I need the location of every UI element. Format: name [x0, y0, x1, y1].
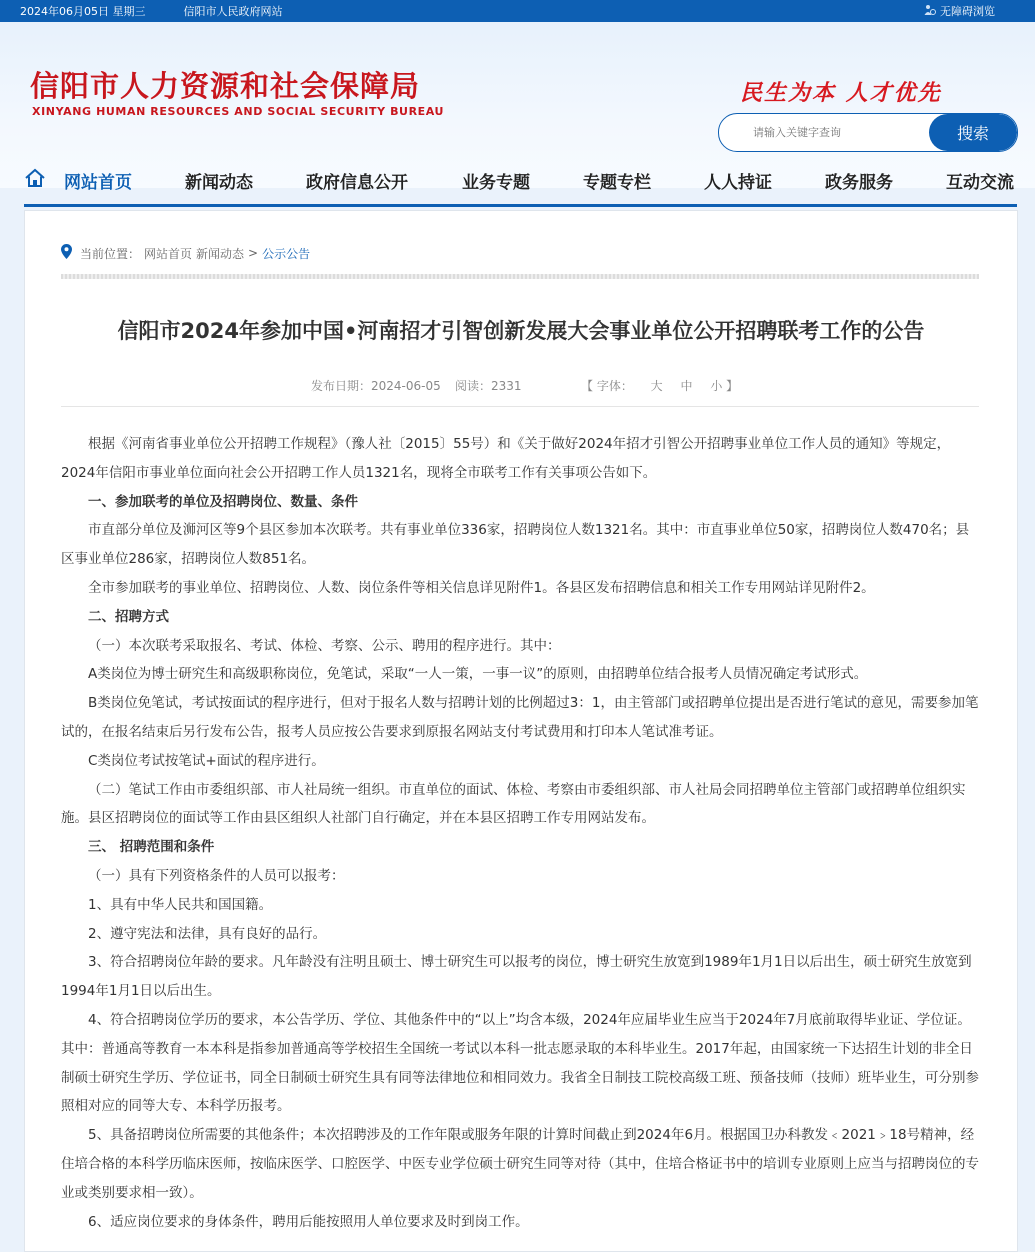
- nav-news[interactable]: 新闻动态: [185, 173, 253, 193]
- article-paragraph: 4、符合招聘岗位学历的要求，本公告学历、学位、其他条件中的“以上”均含本级，2024年应届毕业生应当于2024年7月底前取得毕业证、学位证。其中：普通高等教育一本本科是指参加普通高等学校招生全国统一考试以本科一批志愿录取的本科毕业生。2017年起，由国家统一下达招生计划的非全日制硕士研究生学历、学位证书，同全日制硕士研究生具有同等法律地位和相同效力。我省全日制技工院校高级工班、预备技师（技师）班毕业生，可分别参照相对应的同等大专、本科学历报考。: [61, 1011, 979, 1115]
- font-size-medium[interactable]: 中: [680, 379, 693, 393]
- search-box: [718, 113, 1018, 152]
- home-icon[interactable]: [24, 168, 46, 192]
- article-paragraph: 2、遵守宪法和法律，具有良好的品行。: [88, 925, 327, 942]
- slogan: 民生为本 人才优先: [740, 80, 942, 106]
- breadcrumb-label: 当前位置：: [80, 246, 141, 261]
- font-size-small[interactable]: 小 】: [710, 379, 739, 393]
- breadcrumb-separator: >: [248, 246, 259, 260]
- site-header: [0, 22, 1035, 193]
- nav-certification[interactable]: 人人持证: [704, 173, 772, 193]
- article-paragraph: 6、适应岗位要求的身体条件，聘用后能按照用人单位要求及时到岗工作。: [88, 1213, 529, 1230]
- article-paragraph: 1、具有中华人民共和国国籍。: [88, 896, 273, 913]
- accessibility-icon: [924, 4, 936, 19]
- breadcrumb-divider: [61, 274, 979, 279]
- nav-gov-info[interactable]: 政府信息公开: [306, 173, 408, 193]
- article-paragraph: B类岗位免笔试，考试按面试的程序进行，但对于报名人数与招聘计划的比例超过3：1，由主管部门或招聘单位提出是否进行笔试的意见，需要参加笔试的，在报名结束后另行发布公告，报考人员应按公告要求到原报名网站支付考试费用和打印本人笔试准考证。: [61, 695, 979, 740]
- gov-site-link[interactable]: 信阳市人民政府网站: [183, 5, 283, 18]
- article-paragraph: 3、符合招聘岗位年龄的要求。凡年龄没有注明且硕士、博士研究生可以报考的岗位，博士研究生放宽到1989年1月1日以后出生，硕士研究生放宽到1994年1月1日以后出生。: [61, 954, 972, 1000]
- font-size-label: 【 字体：: [581, 379, 633, 393]
- article-paragraph: （二）笔试工作由市委组织部、市人社局统一组织。市直单位的面试、体检、考察由市委组织部、市人社局会同招聘单位主管部门或招聘单位组织实施。县区招聘岗位的面试等工作由县区组织人社部门自行确定，并在本县区招聘工作专用网站发布。: [61, 781, 966, 827]
- nav-interaction[interactable]: 互动交流: [946, 173, 1014, 193]
- breadcrumb-news[interactable]: 新闻动态: [196, 246, 245, 261]
- read-count: 阅读：2331: [455, 379, 522, 393]
- article-paragraph: 市直部分单位及浉河区等9个县区参加本次联考。共有事业单位336家，招聘岗位人数1321名。其中：市直事业单位50家，招聘岗位人数470名；县区事业单位286家，招聘岗位人数851名。: [61, 522, 970, 568]
- current-date: 2024年06月05日 星期三: [20, 5, 146, 18]
- article-paragraph: （一）本次联考采取报名、考试、体检、考察、公示、聘用的程序进行。其中：: [88, 637, 561, 654]
- section-heading: 二、招聘方式: [88, 608, 169, 625]
- publish-date: 发布日期：2024-06-05: [311, 379, 441, 393]
- nav-business[interactable]: 业务专题: [462, 173, 530, 193]
- accessibility-label: 无障碍浏览: [940, 5, 995, 18]
- nav-special-column[interactable]: 专题专栏: [583, 173, 651, 193]
- meta-divider: [61, 406, 979, 407]
- breadcrumb-home[interactable]: 网站首页: [144, 246, 193, 261]
- top-bar: [0, 0, 1035, 22]
- article-paragraph: 5、具备招聘岗位所需要的其他条件；本次招聘涉及的工作年限或服务年限的计算时间截止到2024年6月。根据国卫办科教发﹤2021﹥18号精神，经住培合格的本科学历临床医师，按临床医学、口腔医学、中医专业学位硕士研究生同等对待（其中，住培合格证书中的培训专业原则上应当与招聘岗位的专业或类别要求相一致）。: [61, 1127, 979, 1201]
- nav-underline: [24, 204, 1017, 207]
- section-heading: 三、 招聘范围和条件: [88, 839, 215, 856]
- article-paragraph: A类岗位为博士研究生和高级职称岗位，免笔试，采取“一人一策，一事一议”的原则，由招聘单位结合报考人员情况确定考试形式。: [88, 666, 868, 683]
- font-size-controls: [581, 377, 738, 394]
- nav-home[interactable]: 网站首页: [64, 173, 132, 193]
- search-input[interactable]: [719, 114, 924, 151]
- search-button[interactable]: 搜索: [929, 114, 1017, 151]
- main-nav: [0, 156, 1035, 206]
- nav-gov-service[interactable]: 政务服务: [825, 173, 893, 193]
- section-heading: 一、参加联考的单位及招聘岗位、数量、条件: [88, 493, 358, 510]
- breadcrumb: [61, 244, 310, 262]
- article-title: 信阳市2024年参加中国•河南招才引智创新发展大会事业单位公开招聘联考工作的公告: [117, 319, 925, 343]
- article-body: [61, 430, 979, 1236]
- site-logo-en: XINYANG HUMAN RESOURCES AND SOCIAL SECURITY BUREAU: [32, 105, 445, 118]
- site-logo-cn[interactable]: 信阳市人力资源和社会保障局: [30, 69, 421, 103]
- location-pin-icon: [61, 244, 72, 262]
- article-paragraph: 全市参加联考的事业单位、招聘岗位、人数、岗位条件等相关信息详见附件1。各县区发布招聘信息和相关工作专用网站详见附件2。: [88, 579, 875, 596]
- font-size-large[interactable]: 大: [650, 379, 663, 393]
- breadcrumb-current[interactable]: 公示公告: [262, 246, 311, 261]
- article-paragraph: C类岗位考试按笔试+面试的程序进行。: [88, 752, 325, 769]
- accessibility-link[interactable]: [924, 0, 995, 22]
- article-panel: [24, 210, 1018, 1252]
- article-paragraph: 根据《河南省事业单位公开招聘工作规程》（豫人社〔2015〕55号）和《关于做好2024年招才引智公开招聘事业单位工作人员的通知》等规定，2024年信阳市事业单位面向社会公开招聘工作人员1321名，现将全市联考工作有关事项公告如下。: [61, 436, 951, 481]
- article-paragraph: （一）具有下列资格条件的人员可以报考：: [88, 867, 345, 884]
